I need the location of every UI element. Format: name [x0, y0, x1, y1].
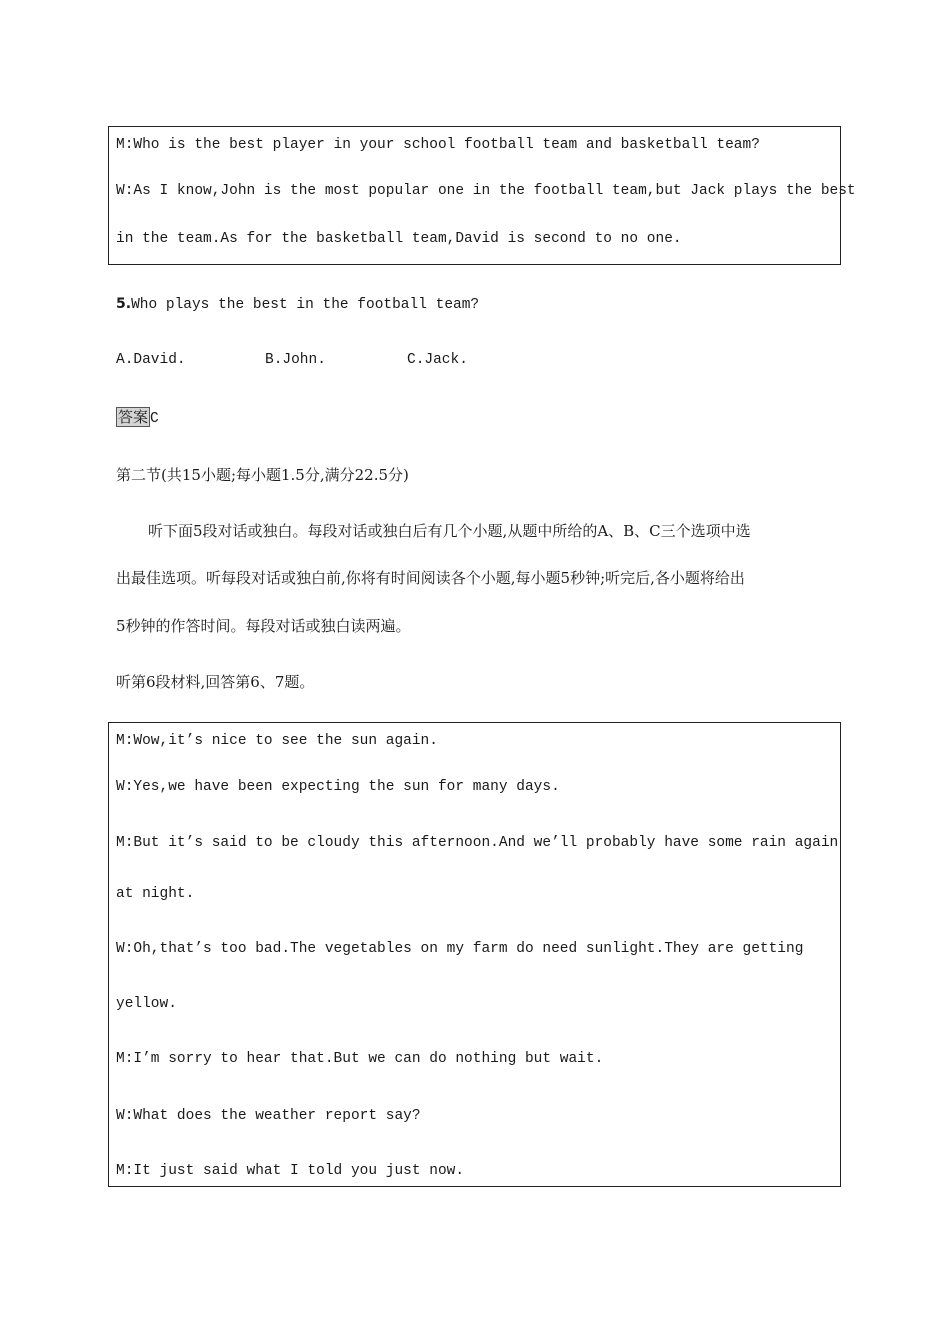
- dialogue-line: yellow.: [116, 996, 177, 1012]
- dialogue-box-2: [108, 722, 841, 1187]
- dialogue-line: M:I’m sorry to hear that.But we can do nothing but wait.: [116, 1051, 604, 1067]
- section-heading: 第二节(共15小题;每小题1.5分,满分22.5分): [116, 466, 409, 484]
- option-b: B.John.: [265, 352, 326, 368]
- question-5: [116, 296, 479, 313]
- dialogue-line: W:Yes,we have been expecting the sun for many days.: [116, 779, 560, 795]
- instruction-line: 听下面5段对话或独白。每段对话或独白后有几个小题,从题中所给的A、B、C三个选项中选: [148, 522, 751, 540]
- answer-row: [116, 407, 159, 427]
- dialogue-line: W:Oh,that’s too bad.The vegetables on my farm do need sunlight.They are getting: [116, 941, 804, 957]
- dialogue-line: W:What does the weather report say?: [116, 1108, 421, 1124]
- dialogue-line: M:Wow,it’s nice to see the sun again.: [116, 733, 438, 749]
- question-text: Who plays the best in the football team?: [131, 297, 480, 313]
- instruction-line: 出最佳选项。听每段对话或独白前,你将有时间阅读各个小题,每小题5秒钟;听完后,各小题将给出: [116, 569, 745, 587]
- dialogue-line: in the team.As for the basketball team,David is second to no one.: [116, 231, 682, 247]
- dialogue-line: at night.: [116, 886, 195, 902]
- dialogue-line: M:Who is the best player in your school football team and basketball team?: [116, 137, 760, 153]
- dialogue-box-1: [108, 126, 856, 265]
- answer-value: C: [150, 411, 159, 427]
- option-c: C.Jack.: [407, 352, 468, 368]
- dialogue-line: W:As I know,John is the most popular one in the football team,but Jack plays the best: [116, 183, 856, 199]
- answer-label: 答案: [118, 408, 149, 426]
- question-number: 5.: [116, 296, 132, 312]
- instruction-line: 5秒钟的作答时间。每段对话或独白读两遍。: [116, 617, 411, 635]
- option-a: A.David.: [116, 352, 186, 368]
- dialogue-line: M:It just said what I told you just now.: [116, 1163, 465, 1179]
- material-intro: 听第6段材料,回答第6、7题。: [116, 673, 315, 691]
- dialogue-line: M:But it’s said to be cloudy this afternoon.And we’ll probably have some rain again: [116, 835, 839, 851]
